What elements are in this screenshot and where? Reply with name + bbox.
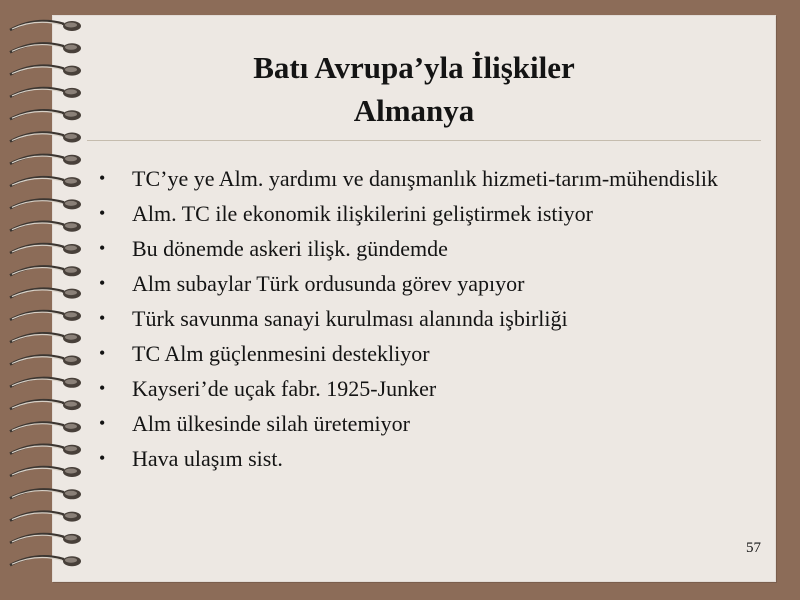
spiral-coil: [10, 512, 81, 522]
spiral-coil: [10, 489, 81, 499]
bullet-text: Alm. TC ile ekonomik ilişkilerini geliştirmek istiyor: [132, 201, 593, 226]
bullet-dot-icon: •: [99, 238, 106, 258]
spiral-coil: [10, 177, 81, 187]
spiral-coil: [10, 21, 81, 31]
bullet-dot-icon: •: [99, 343, 106, 363]
bullet-item: [99, 305, 769, 332]
spiral-coil: [10, 222, 81, 232]
bullet-dot-icon: •: [99, 413, 106, 433]
bullet-item: [99, 270, 769, 297]
spiral-coil: [10, 311, 81, 321]
spiral-coil: [10, 400, 81, 410]
bullet-dot-icon: •: [99, 378, 106, 398]
page-number: 57: [746, 540, 761, 556]
spiral-coil: [10, 467, 81, 477]
bullet-dot-icon: •: [99, 308, 106, 328]
spiral-coil: [10, 66, 81, 76]
spiral-coil: [10, 43, 81, 53]
bullet-text: Alm ülkesinde silah üretemiyor: [132, 411, 410, 436]
bullet-dot-icon: •: [99, 448, 106, 468]
spiral-coil: [10, 88, 81, 98]
bullet-text: Bu dönemde askeri ilişk. gündemde: [132, 236, 448, 261]
spiral-coil: [10, 155, 81, 165]
bullet-dot-icon: •: [99, 168, 106, 188]
spiral-binding-icon: [6, 14, 90, 574]
bullet-item: [99, 340, 769, 367]
spiral-coil: [10, 422, 81, 432]
spiral-coil: [10, 445, 81, 455]
bullet-dot-icon: •: [99, 203, 106, 223]
spiral-coil: [10, 110, 81, 120]
bullet-text: Hava ulaşım sist.: [132, 446, 283, 471]
bullet-text: Kayseri’de uçak fabr. 1925-Junker: [132, 376, 437, 401]
spiral-coil: [10, 333, 81, 343]
bullet-item: [99, 375, 769, 402]
spiral-coil: [10, 199, 81, 209]
bullet-list: [99, 165, 769, 480]
slide-page: [52, 15, 776, 582]
spiral-coil: [10, 289, 81, 299]
spiral-coil: [10, 534, 81, 544]
bullet-item: [99, 165, 769, 192]
spiral-coil: [10, 266, 81, 276]
spiral-coil: [10, 556, 81, 566]
title-line-2: Almanya: [353, 93, 475, 128]
bullet-text: Türk savunma sanayi kurulması alanında işbirliği: [132, 306, 568, 331]
spiral-coil: [10, 244, 81, 254]
title-divider: [87, 140, 761, 141]
bullet-text: Alm subaylar Türk ordusunda görev yapıyor: [132, 271, 525, 296]
spiral-coil: [10, 378, 81, 388]
bullet-text: TC Alm güçlenmesini destekliyor: [132, 341, 430, 366]
bullet-item: [99, 445, 769, 472]
bullet-item: [99, 235, 769, 262]
spiral-coil: [10, 133, 81, 143]
bullet-text: TC’ye ye Alm. yardımı ve danışmanlık hizmeti-tarım-mühendislik: [132, 166, 718, 191]
slide-title: [53, 46, 775, 132]
bullet-dot-icon: •: [99, 273, 106, 293]
title-line-1: Batı Avrupa’yla İlişkiler: [253, 50, 575, 85]
spiral-coil: [10, 356, 81, 366]
bullet-item: [99, 200, 769, 227]
bullet-item: [99, 410, 769, 437]
